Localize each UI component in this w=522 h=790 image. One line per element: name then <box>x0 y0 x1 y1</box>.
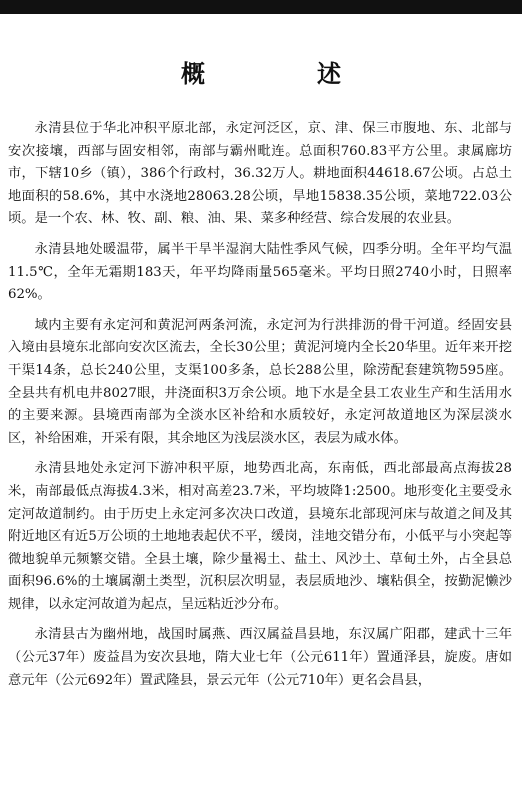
page-title: 概 述 <box>181 60 385 88</box>
paragraph-terrain: 永清县地处永定河下游冲积平原，地势西北高，东南低，西北部最高点海拔28米，南部最低点海拔4.3米，相对高差23.7米，平均坡降1:2500。地形变化主要受永定河故道制约。由于历史上永定河多次决口改道，县境东北部现河床与故道之间及其附近地区有近5万公顷的土地地表起伏不平，缓岗，洼地交错分布，小低平与小突起等微地貌单元频繁交错。全县土壤，除少量褐土、盐土、风沙土、草甸土外，占全县总面积96.6%的土壤属潮土类型，沉积层次明显，表层质地沙、壤粘俱全，按勤泥懒沙规律，以永定河故道为起点，呈远粘近沙分布。 <box>8 461 512 612</box>
paragraph-rivers: 域内主要有永定河和黄泥河两条河流，永定河为行洪排沥的骨干河道。经固安县入境由县境东北部向安次区流去，全长30公里；黄泥河境内全长20华里。近年来开挖干渠14条，总长240公里，支渠100多条，总长288公里，除涝配套建筑物595座。全县共有机电井8027眼，井浇面积3万余公顷。地下水是全县工农业生产和生活用水的主要来源。县境西南部为全淡水区补给和水质较好，永定河故道地区为深层淡水区，补给困难，开采有限，其余地区为浅层淡水区，表层为咸水体。 <box>8 317 512 446</box>
top-border-bar <box>0 0 522 14</box>
paragraph-history: 永清县古为幽州地，战国时属燕、西汉属益昌县地，东汉属广阳郡，建武十三年（公元37年）废益昌为安次县地，隋大业七年（公元611年）置通泽县，旋废。唐如意元年（公元692年）置武隆县，景云元年（公元710年）更名会昌县， <box>8 627 512 688</box>
paragraph-location: 永清县位于华北冲积平原北部，永定河泛区，京、津、保三市腹地、东、北部与安次接壤，西部与固安相邻，南部与霸州毗连。总面积760.83平方公里。隶属廊坊市，下辖10乡（镇），386个行政村，36.32万人。耕地面积44618.67公顷。占总土地面积的58.6%，其中水浇地28063.28公顷，旱地15838.35公顷，菜地722.03公顷。是一个农、林、牧、副、粮、油、果、菜多种经营、综合发展的农业县。 <box>8 121 512 227</box>
document-body <box>8 118 512 700</box>
paragraph-climate: 永清县地处暖温带，属半干旱半湿润大陆性季风气候，四季分明。全年平均气温11.5℃，全年无霜期183天，年平均降雨量565毫米。平均日照2740小时，日照率62%。 <box>8 241 512 303</box>
